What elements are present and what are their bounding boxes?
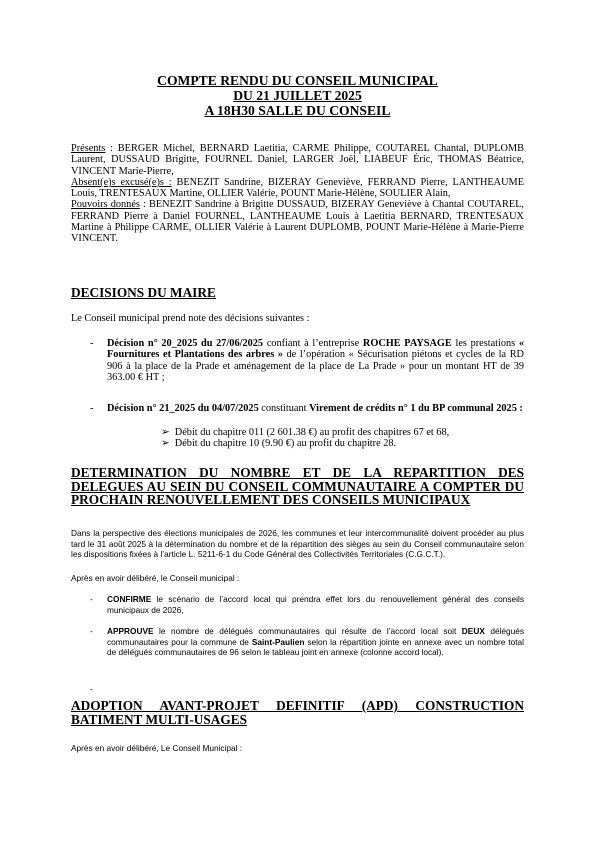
delegues-heading [71, 466, 524, 507]
approuve-deux: DEUX [461, 626, 485, 636]
powers-paragraph [71, 199, 524, 244]
decision-2-text [107, 403, 524, 414]
decision-2-dash: - [90, 403, 94, 414]
document-title [72, 73, 523, 118]
arrow-bullet-icon: ➢ [161, 427, 170, 438]
apd-after: Après en avoir délibéré, Le Conseil Municipal : [71, 743, 243, 753]
decision-1-rest: de l’opération « Sécurisation piétons et cycles de la RD 906 à la place de la Prade et aménagement de la place de La Prade » pour un montant HT de 39 363.00 € HT ; [107, 349, 524, 383]
confirme-text [107, 594, 524, 615]
approuve-a: le nombre de délégués communautaires qui résulte de l’accord local soit [153, 626, 462, 636]
credit-item-2 [161, 438, 449, 449]
absent-paragraph [71, 177, 524, 200]
arrow-bullet-icon: ➢ [161, 438, 170, 450]
apd-heading [71, 699, 524, 726]
confirme-dash: - [90, 594, 93, 604]
approuve-bold: APPROUVE [107, 626, 154, 636]
apd-heading-line-2: BATIMENT MULTI-USAGES [71, 711, 247, 727]
decision-1-ref: Décision n° 20_2025 du 27/06/2025 [107, 338, 264, 349]
title-line-2: DU 21 JUILLET 2025 [233, 88, 362, 103]
credit-item-1 [161, 427, 449, 438]
absent-text: BENEZIT Sandrine, BIZERAY Geneviève, FERRAND Pierre, LANTHEAUME Louis, TRENTESAUX Martine, OLLIER Valérie, POUNT Marie-Hélène, SOULIER Alain, [71, 176, 524, 200]
decision-2-ref: Décision n° 21_2025 du 04/07/2025 [107, 403, 259, 414]
delegues-heading-line-3: PROCHAIN RENOUVELLEMENT DES CONSEILS MUNICIPAUX [71, 492, 471, 508]
decisions-maire-heading: DECISIONS DU MAIRE [71, 285, 216, 300]
powers-label: Pouvoirs donnés [71, 199, 140, 211]
decision-2-bold: Virement de crédits n° 1 du BP communal 2025 : [309, 403, 523, 414]
delegues-after: Après en avoir délibéré, le Conseil municipal : [71, 573, 240, 583]
decision-1-mid: confiant à l’entreprise [263, 338, 363, 349]
stray-dash: - [90, 684, 93, 694]
confirme-bold: CONFIRME [107, 594, 152, 604]
delegues-intro: Dans la perspective des élections municipales de 2026, les communes et leur intercommunalité doivent procéder au plus tard le 31 août 2025 à la détermination du nombre et de la répartition des sièges au sein du Conseil communautaire selon les dispositions fixées à l’article L. 5211-6-1 du Code Général des Collectivités Territoriales (C.G.C.T.). [71, 528, 524, 560]
approuve-dash: - [90, 626, 93, 636]
credit-item-1-text: Débit du chapitre 011 (2 601.38 €) au profit des chapitres 67 et 68, [174, 427, 450, 438]
approuve-text [107, 626, 524, 658]
approuve-b: délégués communautaires pour la commune de [107, 626, 525, 647]
approuve-commune: Saint-Paulien [251, 636, 305, 647]
delegues-heading-line-2: DELEGUES AU SEIN DU CONSEIL COMMUNAUTAIRE A COMPTER DU [71, 478, 524, 494]
decision-1-mid2: les prestations [451, 338, 519, 349]
absent-label: Absent(e)s excusé(e)s : [71, 176, 172, 188]
decision-1-dash: - [90, 338, 94, 349]
present-label: Présents [71, 143, 106, 154]
decision-1-services: « Fournitures et Plantations des arbres » [107, 338, 524, 361]
present-text: : BERGER Michel, BERNARD Laetitia, CARME Philippe, COUTAREL Chantal, DUPLOMB Laurent, DUSSAUD Brigitte, FOURNEL Daniel, LARGER Joël, LIABEUF Éric, THOMAS Béatrice, VINCENT Marie-Pierre, [71, 143, 524, 177]
apd-heading-line-1: ADOPTION AVANT-PROJET DEFINITIF (APD) CONSTRUCTION [71, 698, 524, 713]
decisions-intro: Le Conseil municipal prend note des décisions suivantes : [71, 313, 310, 324]
attendance-block [71, 143, 524, 245]
approuve-c: selon la répartition jointe en annexe avec un nombre total de délégués communautaires de 96 selon le tableau joint en annexe (colonne accord local). [107, 636, 525, 658]
decision-1-company: ROCHE PAYSAGE [362, 338, 452, 349]
title-line-1: COMPTE RENDU DU CONSEIL MUNICIPAL [157, 73, 438, 88]
credit-transfer-list [161, 427, 449, 450]
decision-2-mid: constituant [258, 403, 310, 414]
title-line-3: A 18H30 SALLE DU CONSEIL [204, 103, 391, 118]
powers-text: : BENEZIT Sandrine à Brigitte DUSSAUD, BIZERAY Geneviève à Chantal COUTAREL, FERRAND Pierre à Daniel FOURNEL, LANTHEAUME Louis à Laetitia BERNARD, TRENTESAUX Martine à Philippe CARME, OLLIER Valérie à Laurent DUPLOMB, POUNT Marie-Hélène à Marie-Pierre VINCENT. [71, 199, 524, 245]
credit-item-2-text: Débit du chapitre 10 (9.90 €) au profit du chapitre 28. [174, 438, 397, 450]
present-paragraph [71, 143, 524, 177]
delegues-heading-line-1: DETERMINATION DU NOMBRE ET DE LA REPARTITION DES [71, 465, 524, 480]
decision-1-text [107, 338, 524, 383]
confirme-rest: le scénario de l’accord local qui prendra effet lors du renouvellement général des conseils municipaux de 2026, [107, 594, 524, 615]
